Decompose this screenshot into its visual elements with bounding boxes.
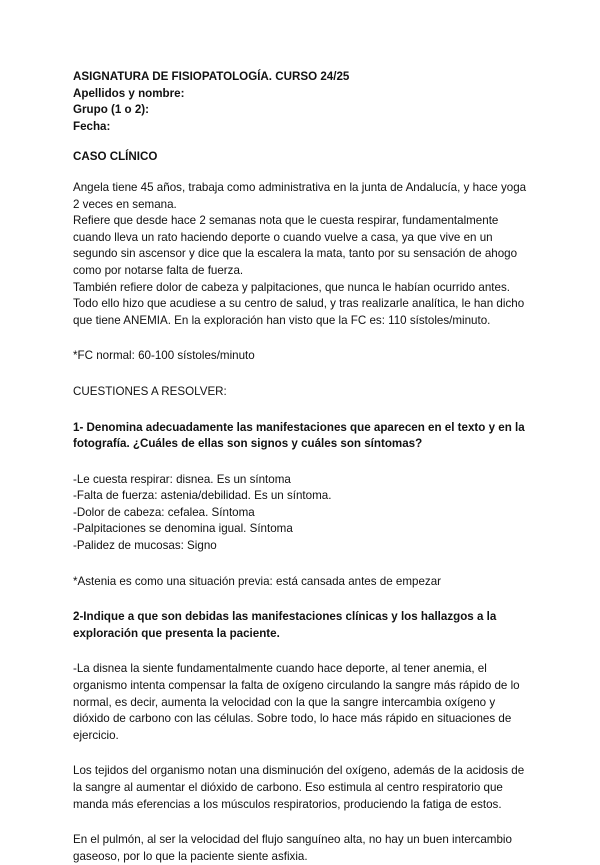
- answer-2-paragraph: -La disnea la siente fundamentalmente cuando hace deporte, al tener anemia, el organismo intenta compensar la falta de oxígeno circulando la sangre más rápido de lo normal, es decir, aumenta la velocidad con la que la sangre intercambia oxígeno y dióxido de carbono con las células. Sobre todo, lo hace más rápido en situaciones de ejercicio.: [73, 662, 520, 742]
- answer-2-paragraph: Los tejidos del organismo notan una disminución del oxígeno, además de la acidosis de la sangre al aumentar el dióxido de carbono. Eso estimula al centro respiratorio que manda más eferencias a los músculos respiratorios, produciendo la fatiga de estos.: [73, 764, 525, 811]
- fc-normal-note: *FC normal: 60-100 sístoles/minuto: [73, 349, 255, 363]
- group-field-label: Grupo (1 o 2):: [73, 103, 149, 117]
- name-field-label: Apellidos y nombre:: [73, 86, 185, 100]
- case-paragraph-1: Angela tiene 45 años, trabaja como administrativa en la junta de Andalucía, y hace yoga 2 veces en semana.: [73, 180, 527, 211]
- astenia-note: *Astenia es como una situación previa: está cansada antes de empezar: [73, 574, 441, 588]
- answer-1-item: -Dolor de cabeza: cefalea. Síntoma: [73, 505, 255, 519]
- answer-1-item: -Palidez de mucosas: Signo: [73, 539, 217, 553]
- answer-2-paragraph: En el pulmón, al ser la velocidad del flujo sanguíneo alta, no hay un buen intercambio gaseoso, por lo que la paciente siente asfixia.: [73, 833, 512, 863]
- answer-1-item: -Le cuesta respirar: disnea. Es un síntoma: [73, 472, 291, 486]
- case-paragraph-3: También refiere dolor de cabeza y palpitaciones, que nunca le habían ocurrido antes. Todo ello hizo que acudiese a su centro de salud, y tras realizarle analítica, le han dicho que tiene ANEMIA. En la exploración han visto que la FC es: 110 sístoles/minuto.: [73, 280, 525, 327]
- case-heading: CASO CLÍNICO: [73, 150, 158, 164]
- course-title: ASIGNATURA DE FISIOPATOLOGÍA. CURSO 24/25: [73, 70, 350, 83]
- case-paragraph-2: Refiere que desde hace 2 semanas nota que le cuesta respirar, fundamentalmente cuando lleva un rato haciendo deporte o cuando vuelve a casa, ya que vive en un segundo sin ascensor y dice que la escalera la mata, tanto por su sensación de ahogo como por notarse falta de fuerza.: [73, 214, 518, 277]
- question-1-title: 1- Denomina adecuadamente las manifestaciones que aparecen en el texto y en la fotografía. ¿Cuáles de ellas son signos y cuáles son síntomas?: [73, 420, 525, 451]
- question-2-title: 2-Indique a que son debidas las manifestaciones clínicas y los hallazgos a la exploración que presenta la paciente.: [73, 610, 497, 640]
- document-body: [73, 69, 535, 865]
- date-field-label: Fecha:: [73, 119, 111, 133]
- answer-1-item: -Falta de fuerza: astenia/debilidad. Es un síntoma.: [73, 489, 332, 503]
- answer-1-item: -Palpitaciones se denomina igual. Síntoma: [73, 522, 293, 536]
- questions-heading: CUESTIONES A RESOLVER:: [73, 384, 227, 398]
